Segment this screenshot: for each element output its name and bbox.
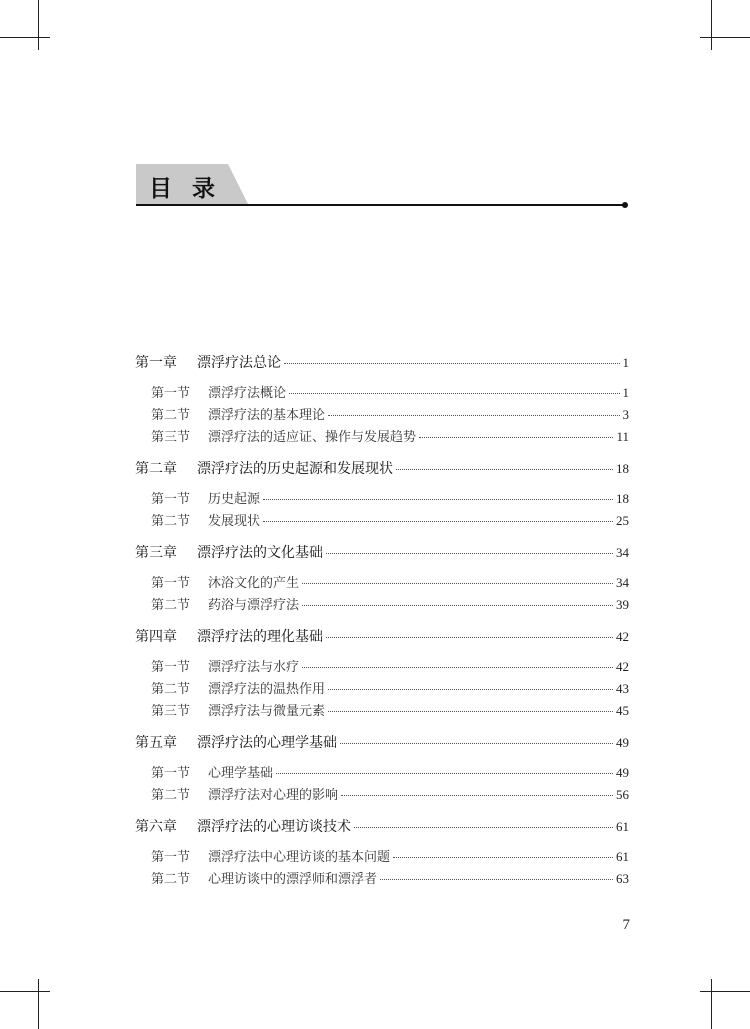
- page-ref: 56: [616, 787, 629, 802]
- toc-section-entry[interactable]: [151, 868, 629, 887]
- dot-leader: [326, 552, 613, 554]
- chapter-title: 漂浮疗法的文化基础: [197, 545, 323, 561]
- toc-section-entry[interactable]: [151, 404, 629, 423]
- dot-leader: [328, 414, 619, 416]
- page-ref: 49: [616, 765, 629, 780]
- page-ref: 18: [616, 461, 629, 476]
- chapter-title: 漂浮疗法的历史起源和发展现状: [197, 461, 393, 477]
- toc-chapter-entry[interactable]: [135, 352, 629, 372]
- toc-section-entry[interactable]: [151, 700, 629, 719]
- toc-section-entry[interactable]: [151, 678, 629, 697]
- section-number: 第一节: [151, 766, 191, 781]
- page-ref: 25: [616, 513, 629, 528]
- page-ref: 39: [616, 597, 629, 612]
- toc-chapter-entry[interactable]: [135, 542, 629, 562]
- section-title: 漂浮疗法概论: [208, 386, 287, 401]
- page-ref: 63: [616, 871, 629, 886]
- dot-leader: [328, 688, 613, 690]
- section-number: 第二节: [151, 408, 191, 423]
- page-title: 目录: [149, 176, 235, 202]
- section-title: 历史起源: [208, 492, 261, 507]
- section-title: 发展现状: [208, 514, 261, 529]
- section-number: 第三节: [151, 704, 191, 719]
- chapter-number: 第二章: [135, 461, 177, 477]
- section-number: 第三节: [151, 430, 191, 445]
- chapter-title: 漂浮疗法的心理学基础: [197, 735, 337, 751]
- section-title: 漂浮疗法中心理访谈的基本问题: [208, 850, 391, 865]
- dot-leader: [263, 520, 613, 522]
- toc-section-entry[interactable]: [151, 426, 629, 445]
- chapter-title: 漂浮疗法总论: [197, 355, 281, 371]
- toc-chapter-entry[interactable]: [135, 458, 629, 478]
- page-ref: 49: [616, 735, 629, 750]
- dot-leader: [276, 772, 613, 774]
- toc-chapter-entry[interactable]: [135, 732, 629, 752]
- section-number: 第一节: [151, 850, 191, 865]
- page-ref: 1: [622, 385, 629, 400]
- page-ref: 34: [616, 575, 629, 590]
- section-number: 第一节: [151, 386, 191, 401]
- dot-leader: [263, 498, 613, 500]
- page-ref: 11: [616, 429, 629, 444]
- section-number: 第二节: [151, 514, 191, 529]
- toc-section-entry[interactable]: [151, 594, 629, 613]
- section-title: 漂浮疗法对心理的影响: [208, 788, 339, 803]
- section-title: 沐浴文化的产生: [208, 576, 300, 591]
- toc-chapter-entry[interactable]: [135, 626, 629, 646]
- dot-leader: [328, 710, 613, 712]
- section-number: 第二节: [151, 598, 191, 613]
- page-ref: 42: [616, 659, 629, 674]
- section-number: 第一节: [151, 660, 191, 675]
- dot-leader: [341, 794, 613, 796]
- page-ref: 1: [622, 355, 629, 370]
- section-title: 心理学基础: [208, 766, 274, 781]
- dot-leader: [302, 582, 613, 584]
- chapter-number: 第一章: [135, 355, 177, 371]
- toc-section-entry[interactable]: [151, 572, 629, 591]
- toc-chapter-entry[interactable]: [135, 816, 629, 836]
- dot-leader: [419, 436, 613, 438]
- page-ref: 45: [616, 703, 629, 718]
- dot-leader: [326, 636, 613, 638]
- dot-leader: [396, 468, 613, 470]
- toc-section-entry[interactable]: [151, 510, 629, 529]
- section-number: 第二节: [151, 682, 191, 697]
- page-ref: 61: [616, 819, 629, 834]
- dot-leader: [380, 878, 613, 880]
- page-ref: 61: [616, 849, 629, 864]
- chapter-number: 第三章: [135, 545, 177, 561]
- section-number: 第二节: [151, 872, 191, 887]
- dot-leader: [393, 856, 613, 858]
- chapter-title: 漂浮疗法的心理访谈技术: [197, 819, 351, 835]
- chapter-number: 第五章: [135, 735, 177, 751]
- dot-leader: [289, 392, 619, 394]
- section-title: 漂浮疗法的基本理论: [208, 408, 326, 423]
- page-ref: 43: [616, 681, 629, 696]
- section-title: 药浴与漂浮疗法: [208, 598, 300, 613]
- page-ref: 3: [622, 407, 629, 422]
- section-title: 漂浮疗法与微量元素: [208, 704, 326, 719]
- section-number: 第一节: [151, 492, 191, 507]
- dot-leader: [340, 742, 613, 744]
- page-ref: 18: [616, 491, 629, 506]
- dot-leader: [302, 666, 613, 668]
- toc-section-entry[interactable]: [151, 846, 629, 865]
- page-number: 7: [622, 917, 630, 933]
- dot-leader: [284, 362, 620, 364]
- toc-section-entry[interactable]: [151, 762, 629, 781]
- toc-section-entry[interactable]: [151, 488, 629, 507]
- section-number: 第二节: [151, 788, 191, 803]
- page-ref: 34: [616, 545, 629, 560]
- section-title: 心理访谈中的漂浮师和漂浮者: [208, 872, 378, 887]
- page-ref: 42: [616, 629, 629, 644]
- section-title: 漂浮疗法的适应证、操作与发展趋势: [208, 430, 417, 445]
- toc-section-entry[interactable]: [151, 784, 629, 803]
- toc-section-entry[interactable]: [151, 382, 629, 401]
- chapter-number: 第四章: [135, 629, 177, 645]
- dot-leader: [354, 826, 613, 828]
- section-title: 漂浮疗法与水疗: [208, 660, 300, 675]
- chapter-number: 第六章: [135, 819, 177, 835]
- toc-section-entry[interactable]: [151, 656, 629, 675]
- section-number: 第一节: [151, 576, 191, 591]
- chapter-title: 漂浮疗法的理化基础: [197, 629, 323, 645]
- dot-leader: [302, 604, 613, 606]
- section-title: 漂浮疗法的温热作用: [208, 682, 326, 697]
